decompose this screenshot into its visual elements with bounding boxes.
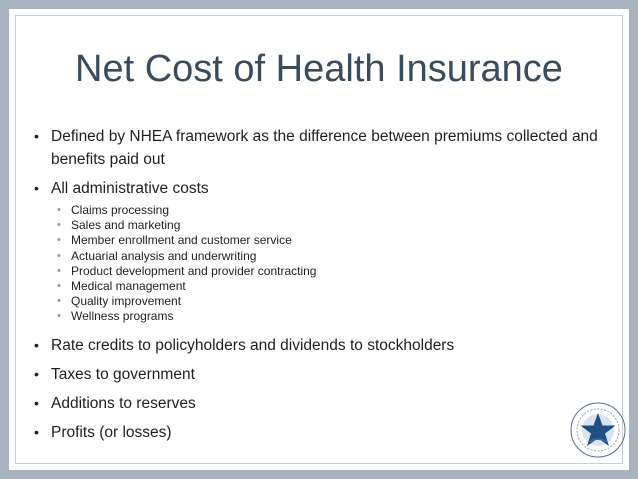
- bullet-item: • Additions to reserves: [31, 392, 616, 415]
- sub-bullet-item: • Claims processing: [57, 203, 170, 217]
- bullet-item: • All administrative costs: [31, 177, 616, 200]
- sub-bullet-item: • Member enrollment and customer service: [57, 233, 292, 248]
- sub-bullet-item: • Sales and marketing: [57, 218, 181, 233]
- sub-bullet-dot-icon: •: [57, 310, 61, 323]
- sub-bullet-dot-icon: •: [57, 264, 61, 277]
- slide: [9, 9, 629, 470]
- bullet-item: • Taxes to government: [31, 363, 616, 386]
- sub-bullet-dot-icon: •: [57, 249, 61, 262]
- sub-bullet-dot-icon: •: [57, 234, 61, 247]
- sub-bullet-item: • Product development and provider contracting: [57, 263, 317, 278]
- bullet-dot-icon: •: [34, 336, 39, 353]
- sub-bullet-dot-icon: •: [57, 280, 61, 293]
- bullet-dot-icon: •: [34, 365, 39, 382]
- slide-title: Net Cost of Health Insurance: [75, 48, 563, 90]
- sub-bullet-dot-icon: •: [57, 295, 61, 308]
- star-seal-icon: [569, 401, 627, 459]
- bullet-dot-icon: •: [34, 423, 39, 440]
- bullet-item: • Profits (or losses): [31, 421, 616, 444]
- sub-bullet-item: • Quality improvement: [57, 294, 182, 309]
- sub-bullet-list: [31, 203, 616, 325]
- bullet-item: • Defined by NHEA framework as the difference between premiums collected and benefits paid out: [31, 125, 616, 171]
- sub-bullet-item: • Medical management: [57, 279, 186, 294]
- sub-bullet-dot-icon: •: [57, 219, 61, 232]
- bullet-list: [31, 125, 616, 450]
- sub-bullet-item: • Wellness programs: [57, 309, 174, 324]
- bullet-dot-icon: •: [34, 394, 39, 411]
- bullet-dot-icon: •: [34, 128, 39, 144]
- sub-bullet-dot-icon: •: [57, 204, 61, 216]
- sub-bullet-item: • Actuarial analysis and underwriting: [57, 248, 257, 263]
- bullet-item: • Rate credits to policyholders and dividends to stockholders: [31, 334, 616, 357]
- bullet-dot-icon: •: [34, 180, 39, 196]
